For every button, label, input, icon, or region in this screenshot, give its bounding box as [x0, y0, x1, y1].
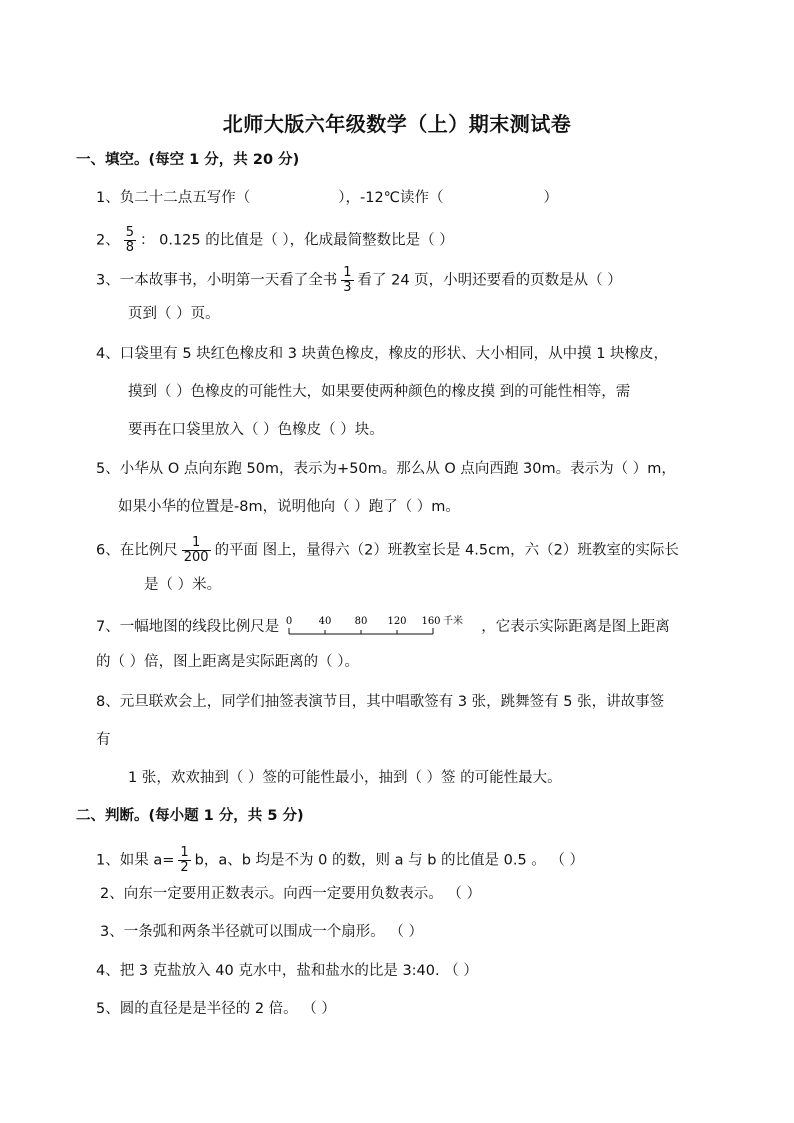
- q1-7-a: 7、一幅地图的线段比例尺是: [96, 619, 280, 635]
- q1-1-mid: ），-12℃读作（: [338, 190, 444, 206]
- question-1-6: [96, 536, 679, 565]
- fraction-1-2: [178, 846, 190, 875]
- q1-3-a: 3、一本故事书，小明第一天看了全书: [96, 272, 338, 289]
- question-2-5: 5、圆的直径是是半径的 2 倍。 （ ）: [96, 1001, 336, 1017]
- q1-2-prefix: 2、: [96, 232, 120, 249]
- fraction-numerator: 1: [343, 265, 352, 280]
- scale-tick-label: 40: [318, 616, 332, 627]
- q1-4-line1: 4、口袋里有 5 块红色橡皮和 3 块黄色橡皮，橡皮的形状、大小相同，从中摸 1 块橡皮，: [96, 346, 669, 362]
- section1-heading: 一、填空。(每空 1 分，共 20 分): [76, 152, 300, 168]
- section2-heading: 二、判断。(每小题 1 分，共 5 分): [76, 808, 304, 824]
- page-title: 北师大版六年级数学（上）期末测试卷: [222, 112, 572, 136]
- question-2-1: [96, 846, 584, 875]
- scale-unit-label: 千米: [443, 616, 464, 627]
- fraction-1-3: [341, 266, 353, 295]
- question-1-7: [96, 614, 670, 640]
- fraction-numerator: 1: [182, 536, 211, 551]
- q1-2-rest: ： 0.125 的比值是（ ），化成最简整数比是（ ）: [140, 232, 454, 249]
- fraction-denominator: 8: [125, 240, 135, 255]
- q2-1-b: b，a、b 均是不为 0 的数，则 a 与 b 的比值是 0.5 。 （ ）: [194, 852, 585, 869]
- q1-6-b: 的平面 图上，量得六（2）班教室长是 4.5cm，六（2）班教室的实际长: [214, 542, 679, 559]
- scale-bar: [285, 614, 475, 640]
- question-1-3: [96, 266, 622, 295]
- fraction-5-8: [124, 226, 136, 255]
- q1-3-line2: 页到（ ）页。: [128, 306, 220, 322]
- q2-1-a: 1、如果 a=: [96, 852, 175, 869]
- q1-5-line2: 如果小华的位置是-8m，说明他向（ ）跑了（ ）m。: [118, 499, 460, 515]
- scale-tick-label: 120: [387, 616, 407, 627]
- q1-4-line2: 摸到（ ）色橡皮的可能性大，如果要使两种颜色的橡皮摸 到的可能性相等，需: [128, 384, 631, 400]
- question-1-2: [96, 226, 454, 255]
- question-1-1: [96, 188, 558, 208]
- fraction-denominator: 200: [183, 550, 209, 565]
- q1-1-prefix: 1、负二十二点五写作（: [96, 190, 251, 206]
- q1-7-line2: 的（ ）倍，图上距离是实际距离的（ ）。: [96, 654, 359, 670]
- fraction-denominator: 3: [343, 280, 352, 295]
- question-2-3: 3、一条弧和两条半径就可以围成一个扇形。 （ ）: [100, 924, 423, 940]
- question-2-2: 2、向东一定要用正数表示。向西一定要用负数表示。 （ ）: [100, 886, 481, 902]
- scale-tick-label: 0: [286, 616, 293, 627]
- scale-tick-label: 160: [421, 616, 441, 627]
- fraction-1-200: [182, 536, 211, 565]
- q1-4-line3: 要再在口袋里放入（ ）色橡皮（ ）块。: [128, 422, 384, 438]
- q1-3-b: 看了 24 页，小明还要看的页数是从（ ）: [357, 272, 622, 289]
- q1-8-line3: 1 张，欢欢抽到（ ）签的可能性最小，抽到（ ）签 的可能性最大。: [128, 770, 562, 786]
- q1-6-line2: 是（ ）米。: [144, 577, 222, 593]
- fraction-numerator: 1: [180, 845, 189, 860]
- fraction-numerator: 5: [125, 225, 135, 240]
- question-2-4: 4、把 3 克盐放入 40 克水中，盐和盐水的比是 3:40. （ ）: [96, 963, 478, 979]
- scale-tick-label: 80: [354, 616, 368, 627]
- q1-5-line1: 5、小华从 O 点向东跑 50m，表示为+50m。那么从 O 点向西跑 30m。表示为（ ）m，: [96, 461, 676, 477]
- q1-1-end: ）: [543, 190, 558, 206]
- q1-7-b: ，它表示实际距离是图上距离: [481, 619, 670, 635]
- q1-8-line2: 有: [96, 732, 111, 748]
- q1-6-a: 6、在比例尺: [96, 542, 178, 559]
- q1-8-line1: 8、元旦联欢会上，同学们抽签表演节目，其中唱歌签有 3 张，跳舞签有 5 张，讲故事签: [96, 694, 665, 710]
- fraction-denominator: 2: [180, 860, 189, 875]
